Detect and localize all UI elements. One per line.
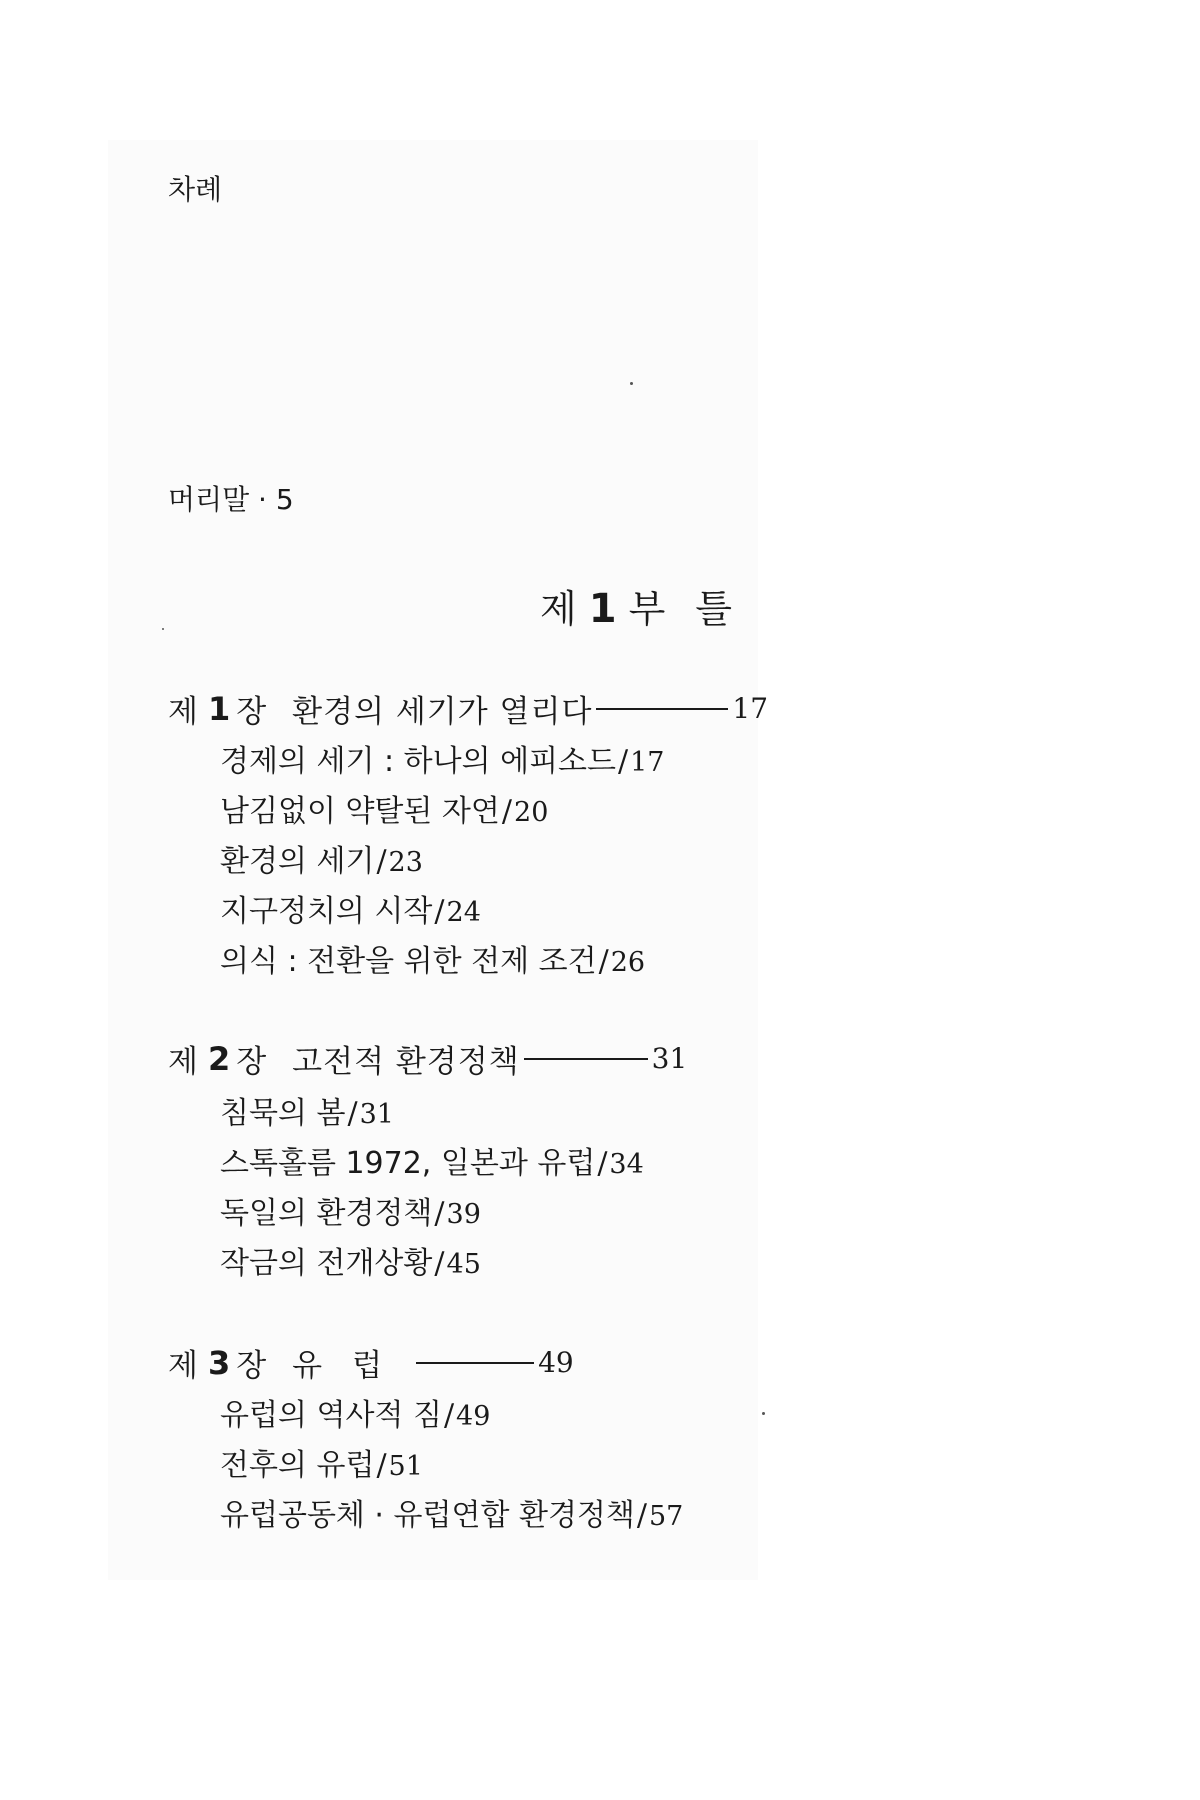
section-page: 57 (649, 1501, 684, 1532)
section-title: 전후의 유럽 (220, 1448, 375, 1483)
section-title: 스톡홀름 1972, 일본과 유럽 (220, 1146, 596, 1181)
chapter-title: 유럽 (292, 1348, 413, 1384)
section-entry: 의식 : 전환을 위한 전제 조건/26 (220, 944, 646, 979)
chapter-title: 환경의 세기가 열리다 (292, 694, 593, 730)
section-title: 경제의 세기 : 하나의 에피소드 (220, 744, 617, 779)
section-title: 유럽공동체 · 유럽연합 환경정책 (220, 1498, 635, 1533)
chapter-prefix: 제 (168, 1044, 198, 1080)
chapter-number: 3 (207, 1343, 231, 1382)
part-suffix: 부 (628, 587, 668, 631)
section-title: 유럽의 역사적 짐 (220, 1398, 442, 1433)
section-page: 26 (610, 947, 646, 978)
chapter-heading (168, 686, 768, 731)
section-entry: 경제의 세기 : 하나의 에피소드/17 (220, 744, 665, 779)
chapter-title: 고전적 환경정책 (292, 1044, 520, 1080)
scan-speck (630, 382, 633, 385)
scan-speck (762, 1412, 765, 1415)
chapter-page: 17 (732, 692, 769, 725)
section-title: 남김없이 약탈된 자연 (220, 794, 500, 829)
chapter-suffix: 장 (236, 1348, 267, 1384)
section-page: 49 (456, 1401, 491, 1432)
chapter-heading (168, 1036, 687, 1081)
section-entry: 독일의 환경정책/39 (220, 1196, 481, 1231)
chapter-heading (168, 1340, 574, 1385)
part-prefix: 제 (540, 587, 579, 631)
section-entry: 남김없이 약탈된 자연/20 (220, 794, 549, 829)
chapter-suffix: 장 (236, 1044, 267, 1080)
section-entry: 유럽공동체 · 유럽연합 환경정책/57 (220, 1498, 684, 1533)
section-page: 45 (446, 1249, 481, 1280)
preface-entry: 머리말 · 5 (168, 483, 294, 516)
section-title: 침묵의 봄 (220, 1096, 346, 1131)
section-page: 39 (446, 1199, 481, 1230)
section-page: 20 (514, 797, 549, 828)
chapter-prefix: 제 (168, 1348, 198, 1384)
section-page: 24 (446, 897, 481, 928)
section-title: 의식 : 전환을 위한 전제 조건 (220, 944, 597, 979)
section-title: 작금의 전개상황 (220, 1246, 433, 1281)
chapter-suffix: 장 (236, 694, 267, 730)
chapter-prefix: 제 (168, 694, 198, 730)
section-entry: 침묵의 봄/31 (220, 1096, 394, 1131)
section-page: 51 (388, 1451, 423, 1482)
section-entry: 스톡홀름 1972, 일본과 유럽/34 (220, 1146, 644, 1181)
section-entry: 지구정치의 시작/24 (220, 894, 481, 929)
section-title: 독일의 환경정책 (220, 1196, 433, 1231)
part-number: 1 (588, 586, 619, 632)
chapter-number: 1 (207, 689, 231, 728)
chapter-page: 31 (651, 1042, 688, 1075)
section-entry: 작금의 전개상황/45 (220, 1246, 481, 1281)
section-page: 17 (630, 747, 665, 778)
section-page: 31 (359, 1099, 394, 1130)
leader-line (596, 708, 728, 710)
section-entry: 환경의 세기/23 (220, 844, 423, 879)
section-page: 34 (609, 1149, 644, 1180)
toc-heading: 차례 (168, 173, 223, 206)
part-title (540, 578, 734, 633)
chapter-number: 2 (207, 1039, 231, 1078)
section-title: 환경의 세기 (220, 844, 375, 879)
scan-speck (162, 628, 164, 630)
chapter-page: 49 (538, 1346, 574, 1379)
section-entry: 전후의 유럽/51 (220, 1448, 423, 1483)
leader-line (524, 1058, 648, 1060)
section-page: 23 (388, 847, 423, 878)
part-name: 틀 (695, 587, 734, 631)
section-title: 지구정치의 시작 (220, 894, 433, 929)
leader-line (416, 1362, 534, 1364)
section-entry: 유럽의 역사적 짐/49 (220, 1398, 491, 1433)
